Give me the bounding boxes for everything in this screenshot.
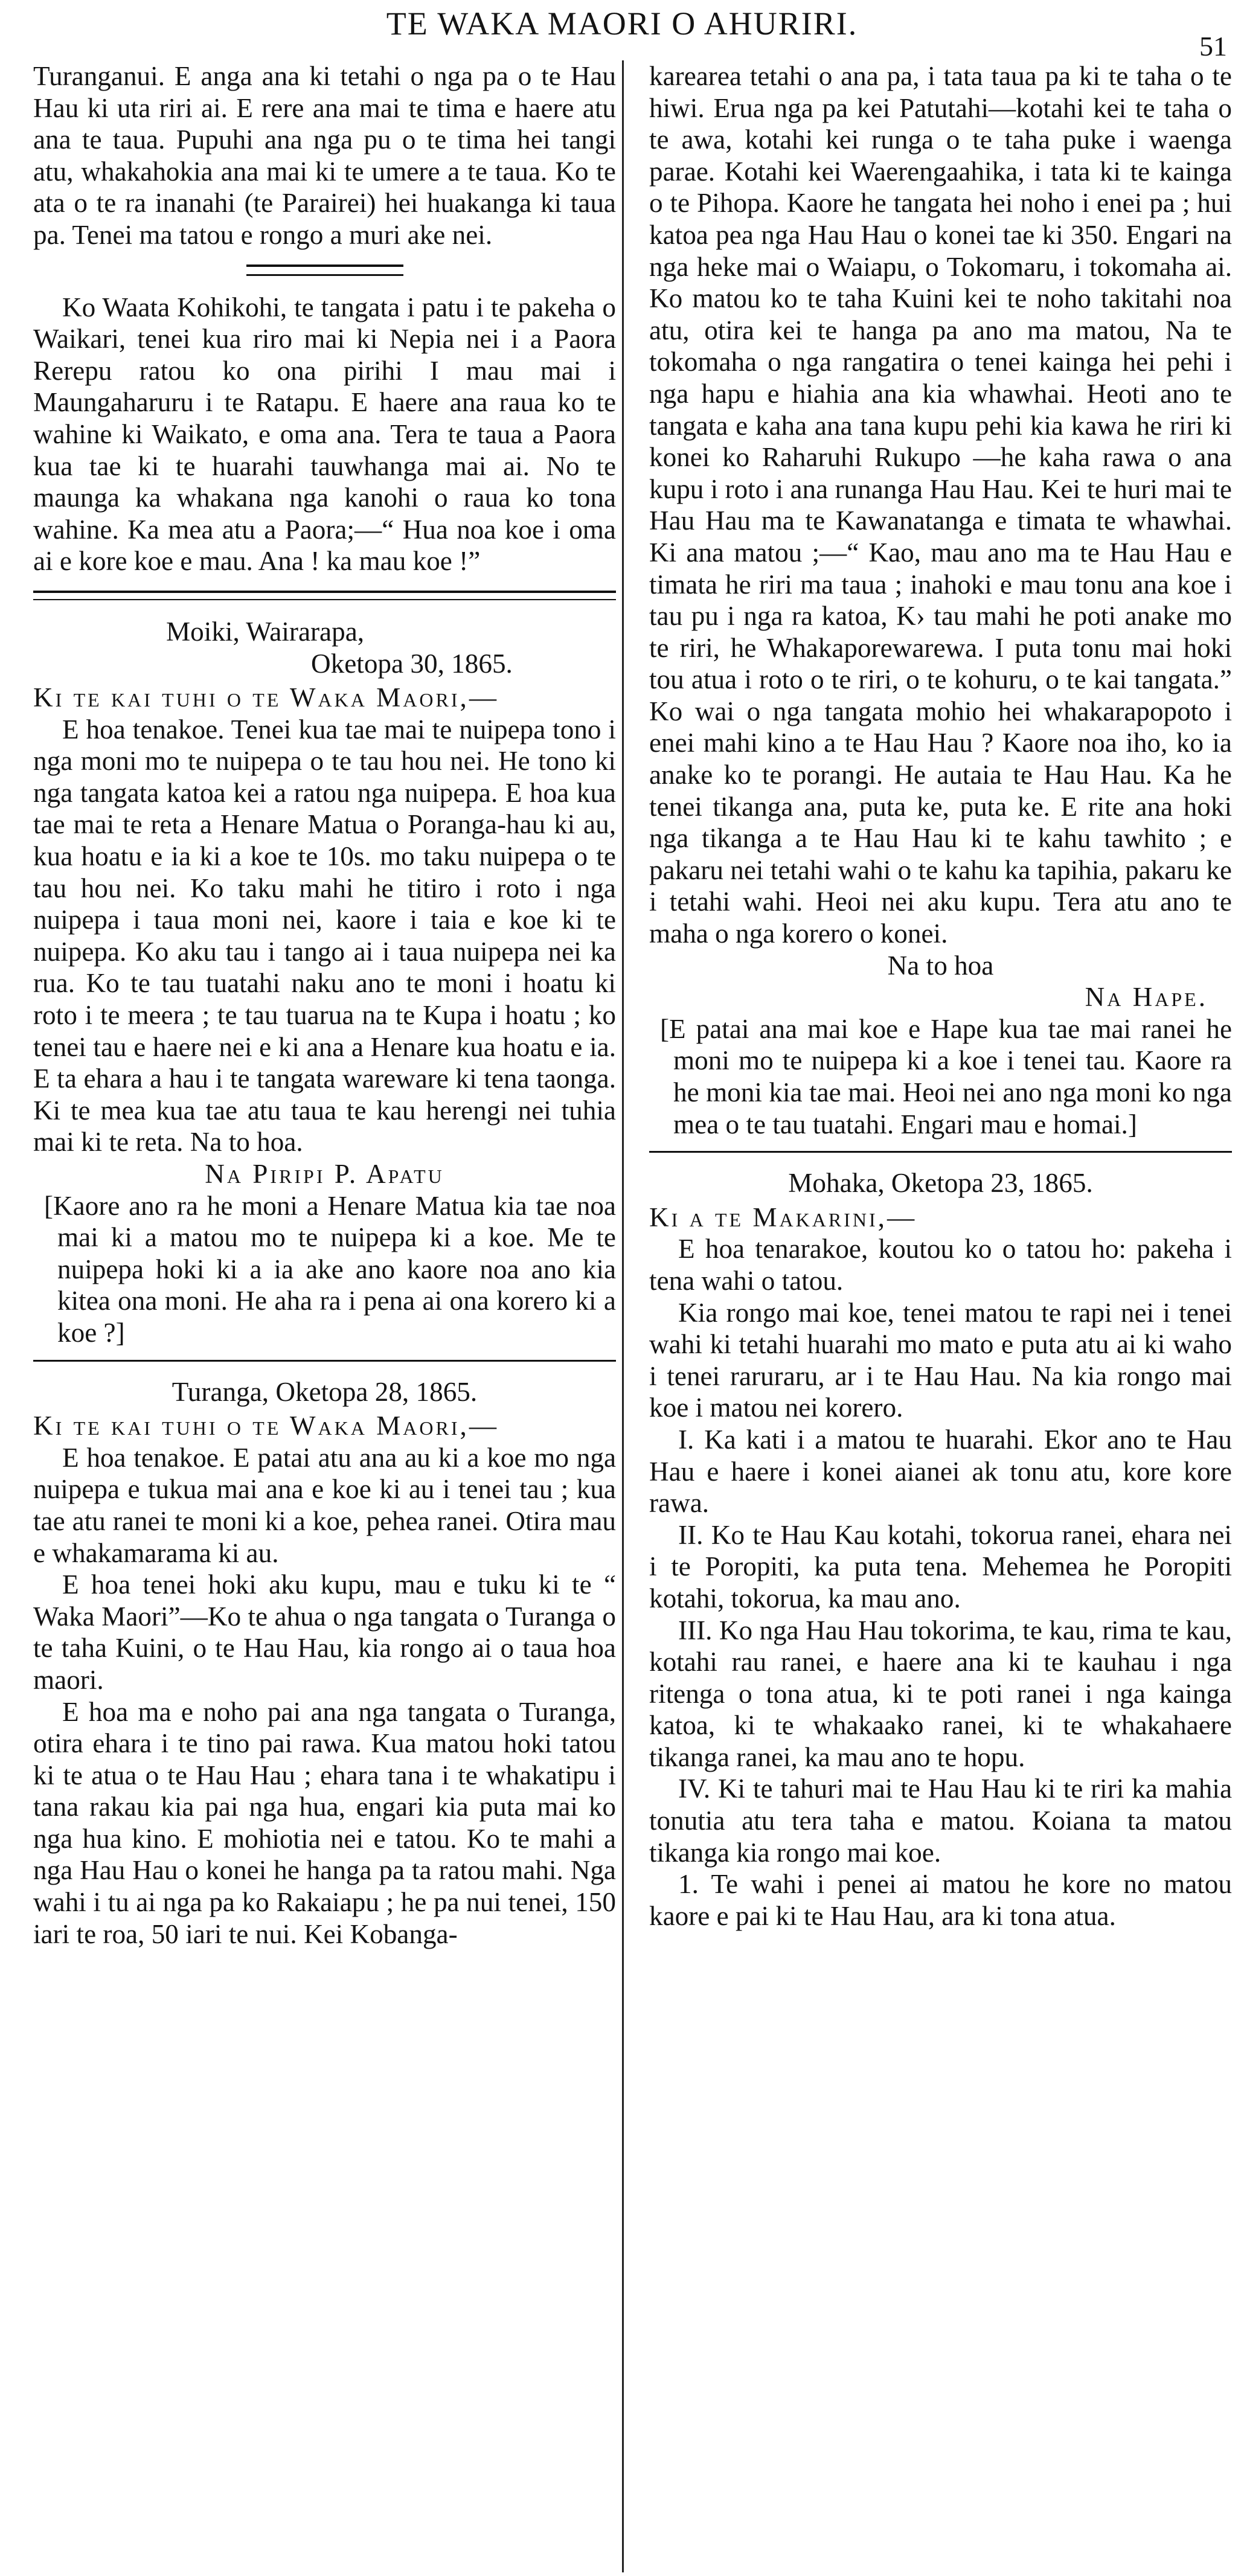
numbered-item: I. Ka kati i a matou te huarahi. Ekor ano te Hau Hau e haere i konei aianei ak tonu atu, kore kore rawa. xyxy=(649,1424,1232,1519)
letter-closing: Na to hoa xyxy=(887,950,994,981)
letter-signature: Na Hape. xyxy=(1085,982,1208,1013)
letter-salutation: Ki te kai tuhi o te Waka Maori,— xyxy=(33,682,499,713)
letter-salutation: Ki a te Makarini,— xyxy=(649,1202,917,1232)
right-column xyxy=(649,60,1232,1932)
editor-reply: [Kaore ano ra he moni a Henare Matua kia tae noa mai ki a matou mo te nuipepa ki a koe. Me te nuipepa hoki ki a ia ake ano kaore noa ano kia kitea ona moni. He aha ra i pena ai ona korero ki a koe ?] xyxy=(44,1190,616,1348)
column-divider xyxy=(622,60,624,2572)
letter-body: E hoa tenakoe. Tenei kua tae mai te nuipepa tono i nga moni mo te nuipepa o te tau hou nei. He tono ki nga tangata katoa kei a ratou nga nuipepa. E hoa kua tae mai te reta a Henare Matua o Poranga-hau ki au, kua hoatu e ia ki a koe te 10s. mo taku nuipepa o te tau hou nei. Ko taku mahi he titiro i roto i nga nuipepa i taua moni nei, kaore i taia e koe ki te nuipepa. Ko aku tau i tango ai i taua nuipepa nei ka rua. Ko te tau tuatahi naku ano te moni i hoatu ki roto i te meera ; te tau tuarua na te Kupa i hoatu ; ko tenei tau e haere nei e ki ana a Henare kua hoatu e ia. E ta ehara a hau i te tangata wareware ki tena taonga. Ki te mea kua tae atu taua te kau herengi nei tuhia mai ki te reta. Na to hoa. xyxy=(33,714,616,1158)
letter-paragraph: Kia rongo mai koe, tenei matou te rapi nei i tenei wahi ki tetahi huarahi mo mato e puta atu ai ki waho i tenei raruraru, ar i te Hau Hau. Na kia rongo mai koe i matou nei korero. xyxy=(649,1297,1232,1423)
section-divider xyxy=(33,591,616,600)
letter-paragraph: E hoa ma e noho pai ana nga tangata o Turanga, otira ehara i te tino pai rawa. Kua matou hoki tatou ki te atua o te Hau Hau ; ehara tana i te whakatipu i tana rakau kia pai nga hua, engari kia puta mai ko nga hua kino. E mohiotia nei e tatou. Ko te mahi a nga Hau Hau o konei he hanga pa ta ratou mahi. Nga wahi i tu ai nga pa ko Rakaiapu ; he pa nui tenei, 150 iari te roa, 50 iari te nui. Kei Kobanga- xyxy=(33,1696,616,1949)
letter-place-date: Mohaka, Oketopa 23, 1865. xyxy=(788,1168,1093,1199)
numbered-item: 1. Te wahi i penei ai matou he kore no matou kaore e pai ki te Hau Hau, ara ki tona atua. xyxy=(649,1869,1232,1931)
letter-paragraph: E hoa tenarakoe, koutou ko o tatou ho: pakeha i tena wahi o tatou. xyxy=(649,1234,1232,1296)
letter-signature: Na Piripi P. Apatu xyxy=(205,1159,444,1189)
letter-paragraph: E hoa tenakoe. E patai atu ana au ki a koe mo nga nuipepa e tukua mai ana e koe ki au i tenei tau ; kua tae atu ranei te moni ki a koe, pehea ranei. Otira mau e whakamarama ki au. xyxy=(33,1442,616,1568)
letter-paragraph: E hoa tenei hoki aku kupu, mau e tuku ki te “ Waka Maori”—Ko te ahua o nga tangata o Turanga o te taha Kuini, o te Hau Hau, kia rongo ai o taua hoa maori. xyxy=(33,1569,616,1695)
letter-salutation: Ki te kai tuhi o te Waka Maori,— xyxy=(33,1411,499,1441)
numbered-item: IV. Ki te tahuri mai te Hau Hau ki te riri ka mahia tonutia atu tera taha e matou. Koiana ta matou tikanga kia rongo mai koe. xyxy=(649,1773,1232,1868)
running-title: TE WAKA MAORI O AHURIRI. xyxy=(386,5,858,42)
left-column xyxy=(33,60,616,1950)
numbered-item: II. Ko te Hau Kau kotahi, tokorua ranei, ehara nei i te Poropiti, ka puta tena. Mehemea he Poropiti kotahi, tokorua, ka mau ano. xyxy=(649,1519,1232,1613)
news-paragraph: Turanganui. E anga ana ki tetahi o nga pa o te Hau Hau ki uta riri ai. E rere ana mai te tima e haere atu ana te taua. Pupuhi ana nga pu o te tima hei tangi atu, whakahokia ana mai ki te umere a te taua. Ko te ata o te ra inanahi (te Parairei) hei huakanga ki taua pa. Tenei ma tatou e rongo a muri ake nei. xyxy=(33,61,616,250)
letter-date: Oketopa 30, 1865. xyxy=(311,648,513,679)
letter-place: Moiki, Wairarapa, xyxy=(166,616,365,647)
news-paragraph: Ko Waata Kohikohi, te tangata i patu i te pakeha o Waikari, tenei kua riro mai ki Nepia nei i a Paora Rerepu ratou ko ona pirihi I mau mai i Maungaharuru i te Ratapu. E haere ana raua ko te wahine ki Waikato, e oma ana. Tera te taua a Paora kua tae ki te huarahi tauwhanga mai ai. No te maunga ka whakana nga kanohi o raua ko tona wahine. Ka mea atu a Paora;—“ Hua noa koe i oma ai e kore koe e mau. Ana ! ka mau koe !” xyxy=(33,292,616,577)
numbered-item: III. Ko nga Hau Hau tokorima, te kau, rima te kau, kotahi rau ranei, e haere ana ki te kauhau i nga ritenga o tona atua, ki te poti ranei i nga kainga katoa, ki te whakaako ranei, ki te whakahaere tikanga ranei, ka mau ano te hopu. xyxy=(649,1615,1232,1772)
page-number: 51 xyxy=(1199,31,1227,62)
section-divider xyxy=(33,1360,616,1362)
section-divider xyxy=(649,1151,1232,1153)
section-divider xyxy=(246,264,403,276)
page-header xyxy=(0,0,1244,66)
editor-reply: [E patai ana mai koe e Hape kua tae mai ranei he moni mo te nuipepa ki a koe i tenei tau. Kaore ra he moni kia tae mai. Heoi nei ano nga moni ko nga mea o te tau tuatahi. Engari mau e homai.] xyxy=(660,1013,1232,1139)
letter-paragraph: karearea tetahi o ana pa, i tata taua pa ki te taha o te hiwi. Erua nga pa kei Patutahi—kotahi kei te taha o te awa, kotahi kei runga o te taha puke i waenga parae. Kotahi kei Waerengaahika, i tata ki te kainga o te Pihopa. Kaore he tangata hei noho i enei pa ; hui katoa pea nga Hau Hau o konei tae ki 350. Engari na nga heke mai o Waiapu, o Tokomaru, i tokomaha ai. Ko matou ko te taha Kuini kei te noho takitahi noa atu, otira kei te hanga pa ano ma matou, Na te tokomaha o nga rangatira o tenei kainga hei pehi i nga hapu e hiahia ana kia whawhai. Heoti ano te tangata e kaha ana tana kupu pehi kia kawa he riri ki konei ko Raharuhi Rukupo —he kaha rawa o ana kupu i roto i ana runanga Hau Hau. Kei te huri mai te Hau Hau ma te Kawanatanga e timata te whawhai. Ki ana matou ;—“ Kao, mau ano ma te Hau Hau e timata he riri ma taua ; inahoki e mau tonu ana koe i tau pu i nga ra katoa, K› tau mahi he poti anake mo te riri, he Whakaporewarewa. I puta tonu mai hoki tou atua i roto o te riri, o te kohuru, o te kai tangata.” Ko wai o nga tangata mohio hei whakarapopoto i enei mahi kino a te Hau Hau ? Kaore noa iho, ko ia anake ko te porangi. He autaia te Hau Hau. Ka he tenei tikanga ana, puta ke, puta ke. E rite ana hoki nga tikanga a te Hau Hau ki te kahu tawhito ; e pakaru nei tetahi wahi o te kahu ka tapihia, pakaru ke i tetahi wahi. Heoi nei aku kupu. Tera atu ano te maha o nga korero o konei. xyxy=(649,61,1232,949)
letter-place-date: Turanga, Oketopa 28, 1865. xyxy=(172,1376,478,1407)
